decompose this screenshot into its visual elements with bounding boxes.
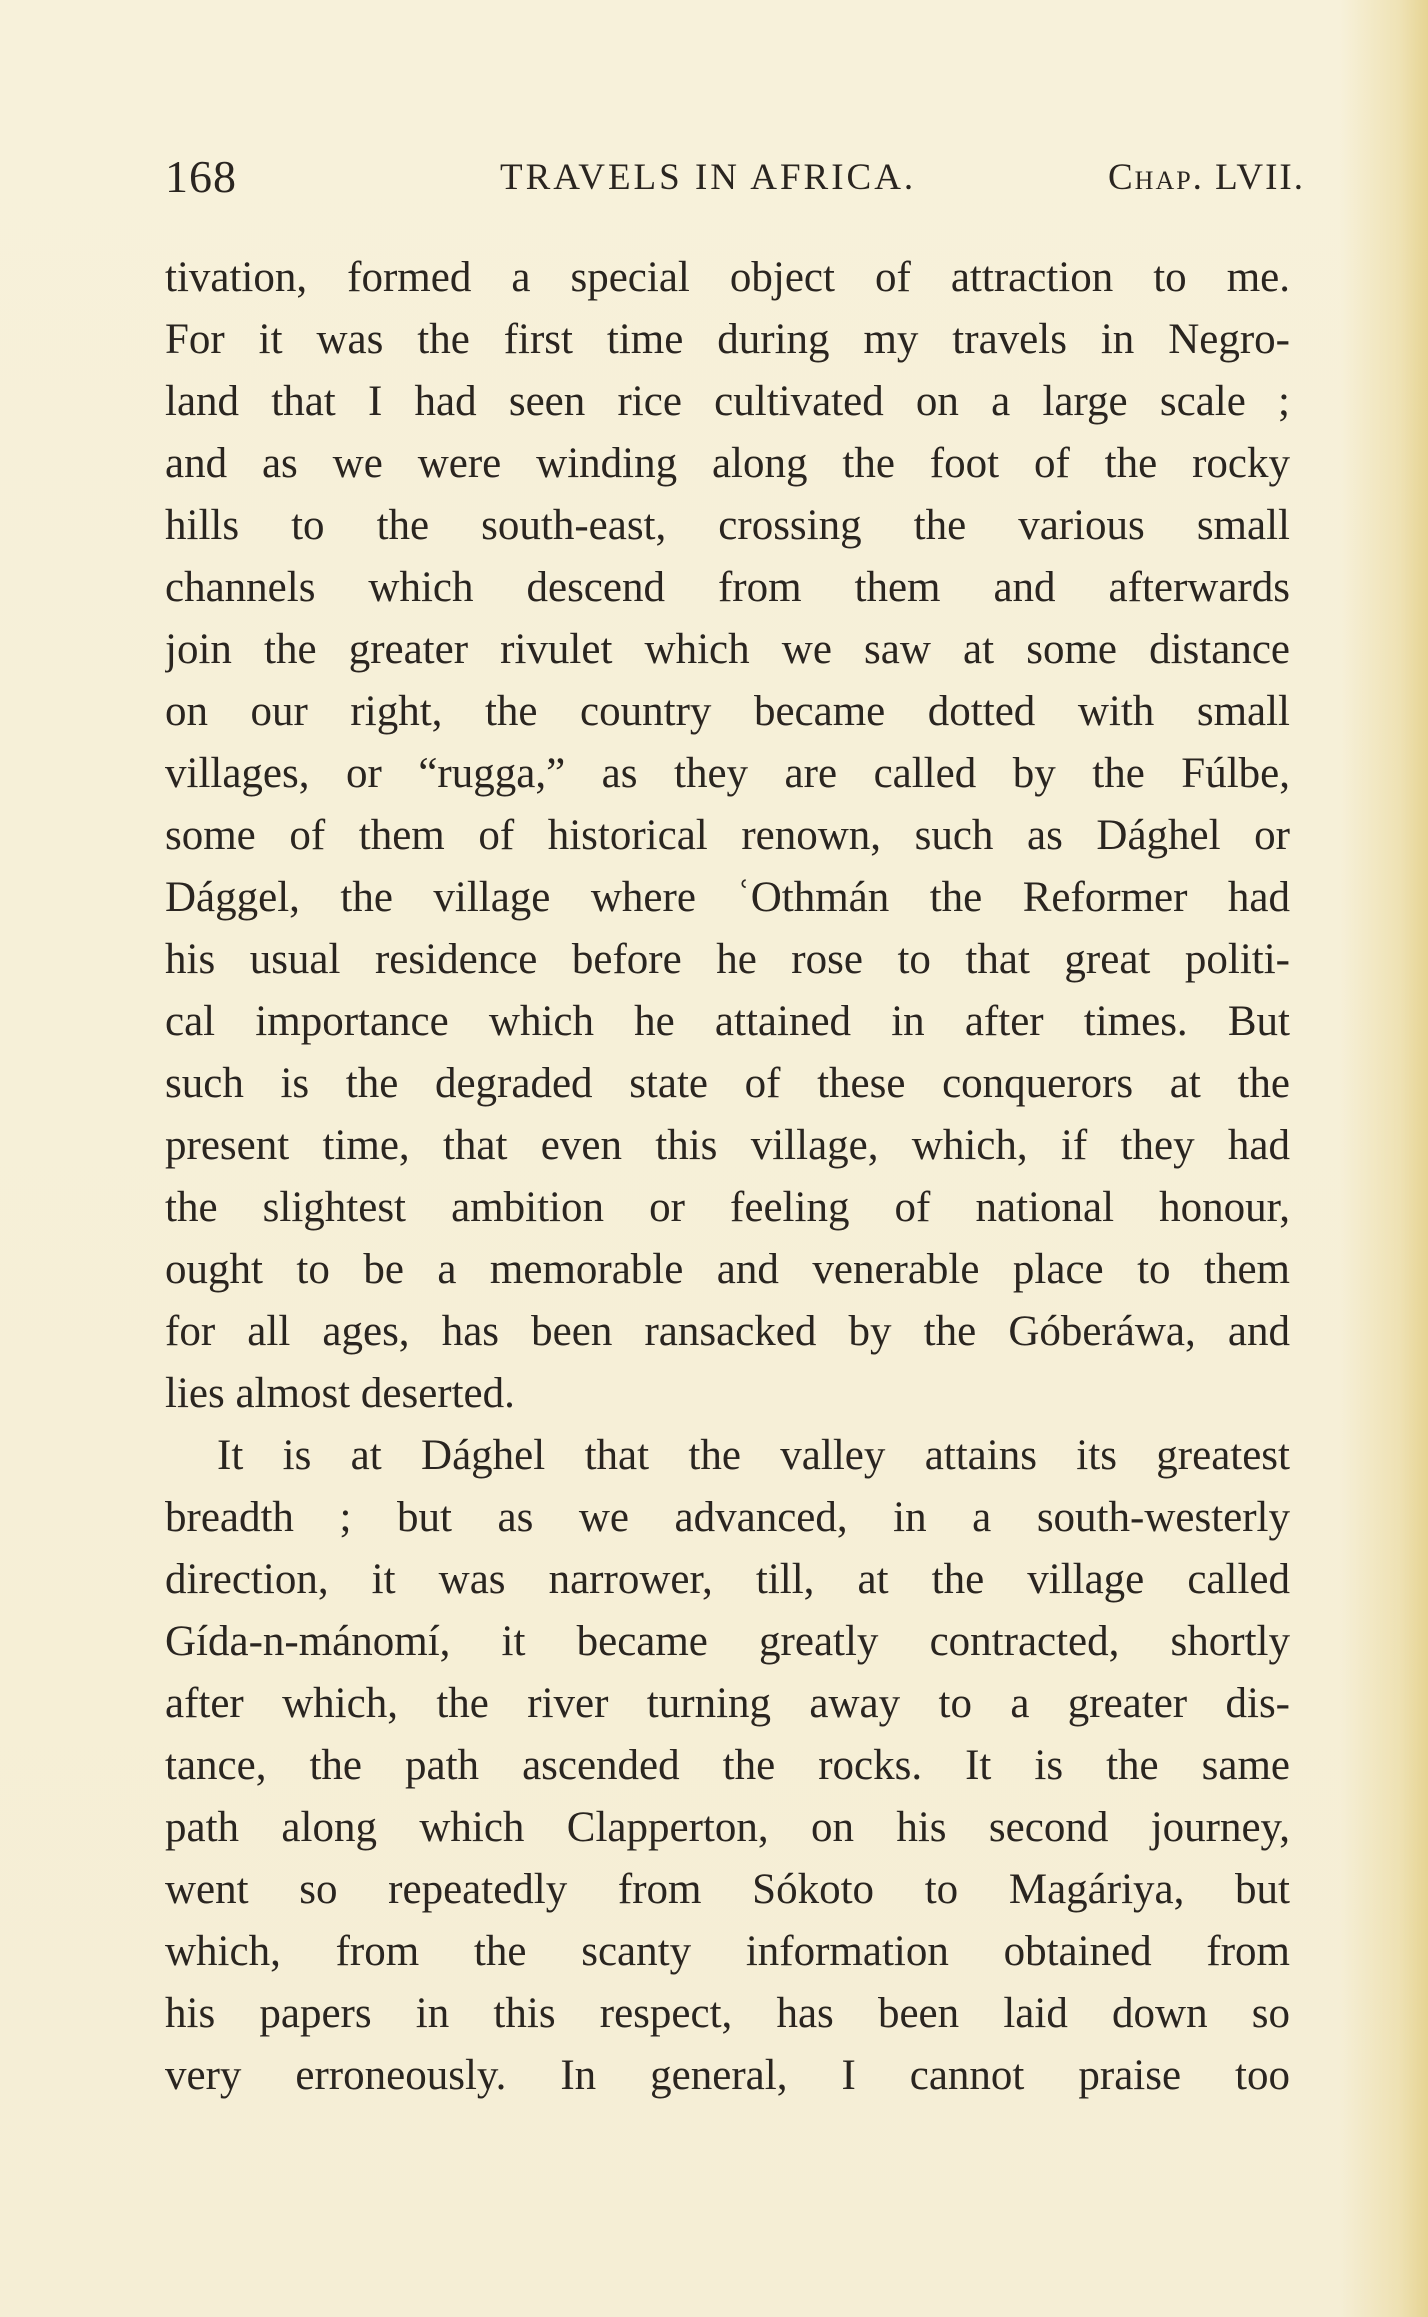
- text-line: went so repeatedly from Sókoto to Magáriya, but: [165, 1866, 1290, 1913]
- text-line: his usual residence before he rose to that great politi-: [165, 936, 1290, 983]
- text-line: for all ages, has been ransacked by the Góberáwa, and: [165, 1308, 1290, 1355]
- text-line: hills to the south-east, crossing the various small: [165, 502, 1290, 549]
- text-line: For it was the first time during my travels in Negro-: [165, 316, 1290, 363]
- text-line: Dággel, the village where ʿOthmán the Reformer had: [165, 874, 1290, 921]
- text-line: channels which descend from them and afterwards: [165, 564, 1290, 611]
- text-line: join the greater rivulet which we saw at some distance: [165, 626, 1290, 673]
- text-line: his papers in this respect, has been laid down so: [165, 1990, 1290, 2037]
- text-line: land that I had seen rice cultivated on a large scale ;: [165, 378, 1290, 425]
- text-line: and as we were winding along the foot of the rocky: [165, 440, 1290, 487]
- text-line: breadth ; but as we advanced, in a south-westerly: [165, 1494, 1290, 1541]
- text-line: after which, the river turning away to a greater dis-: [165, 1680, 1290, 1727]
- text-line: such is the degraded state of these conquerors at the: [165, 1060, 1290, 1107]
- text-line: cal importance which he attained in after times. But: [165, 998, 1290, 1045]
- text-line: very erroneously. In general, I cannot praise too: [165, 2052, 1290, 2099]
- text-line: some of them of historical renown, such as Dághel or: [165, 812, 1290, 859]
- text-line: Gída-n-mánomí, it became greatly contracted, shortly: [165, 1618, 1290, 1665]
- page-header: [165, 150, 1305, 210]
- page-number: 168: [165, 151, 237, 202]
- text-line: tivation, formed a special object of attraction to me.: [165, 254, 1290, 301]
- text-line: villages, or “rugga,” as they are called by the Fúlbe,: [165, 750, 1290, 797]
- text-line: direction, it was narrower, till, at the village called: [165, 1556, 1290, 1603]
- text-line: on our right, the country became dotted with small: [165, 688, 1290, 735]
- chapter-label: Chap. LVII.: [1107, 157, 1305, 198]
- text-line: path along which Clapperton, on his second journey,: [165, 1804, 1290, 1851]
- body-text: [165, 247, 1290, 2107]
- text-line: ought to be a memorable and venerable place to them: [165, 1246, 1290, 1293]
- paragraph-end-line: lies almost deserted.: [165, 1370, 515, 1417]
- text-line: tance, the path ascended the rocks. It is the same: [165, 1742, 1290, 1789]
- text-line: present time, that even this village, which, if they had: [165, 1122, 1290, 1169]
- text-line: which, from the scanty information obtained from: [165, 1928, 1290, 1975]
- text-line: the slightest ambition or feeling of national honour,: [165, 1184, 1290, 1231]
- running-title: TRAVELS IN AFRICA.: [500, 157, 917, 198]
- paragraph-start-line: It is at Dághel that the valley attains its greatest: [217, 1432, 1290, 1479]
